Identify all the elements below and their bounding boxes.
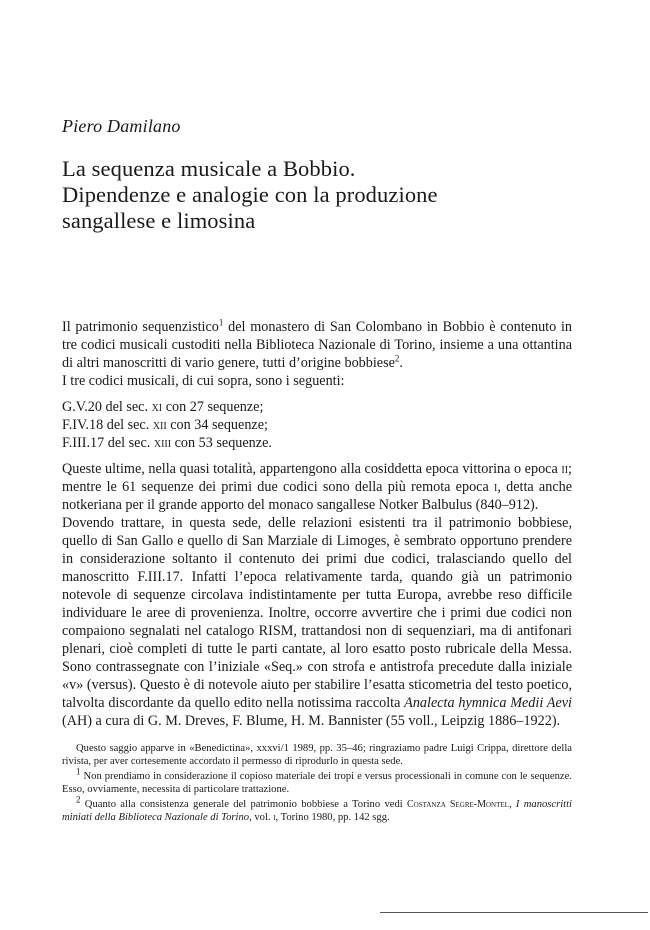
article-title bbox=[62, 156, 602, 234]
codex-item bbox=[62, 398, 572, 416]
footnote-text: , Torino 1980, pp. 142 sgg. bbox=[275, 812, 390, 823]
codex-century: xi bbox=[151, 399, 163, 415]
codex-count: con 27 sequenze; bbox=[162, 399, 264, 415]
cited-author: Costanza Segre-Montel bbox=[407, 799, 509, 810]
body-paragraph bbox=[62, 460, 572, 514]
codex-count: con 53 sequenze. bbox=[171, 435, 272, 451]
bottom-rule bbox=[380, 912, 648, 913]
title-line: sangallese e limosina bbox=[62, 208, 256, 233]
body-text: Queste ultime, nella quasi totalità, appartengono alla cosiddetta epoca vittorina o epoca bbox=[62, 461, 562, 477]
author-name: Piero Damilano bbox=[62, 116, 181, 136]
cited-work-title: Analecta hymnica Medii Aevi bbox=[404, 695, 573, 711]
codex-item bbox=[62, 434, 572, 452]
cited-work-title: I manoscritti miniati della Biblioteca Nazionale di Torino bbox=[62, 799, 573, 823]
codex-century: xii bbox=[152, 417, 167, 433]
codex-shelfmark: F.IV.18 del sec. bbox=[62, 417, 153, 433]
body-text: , detta anche notkeriana per il grande apporto del monaco sangallese Notker Balbulus (840–912). bbox=[62, 479, 573, 513]
footnote-text: , vol. bbox=[249, 812, 274, 823]
footnote-mark: 2 bbox=[76, 794, 81, 805]
epoch-numeral: i bbox=[494, 479, 498, 495]
footnotes bbox=[62, 742, 572, 826]
epoch-numeral: ii bbox=[561, 461, 569, 477]
intro-text: del monastero di San Colombano in Bobbio è contenuto in tre codici musicali custoditi nella Biblioteca Nazionale di Torino, insieme a una ottantina di altri manoscritti di vario genere, tutti d’origine bobbiese bbox=[62, 319, 572, 371]
codex-century: xiii bbox=[153, 435, 172, 451]
footnote-text: , bbox=[508, 799, 516, 810]
body-paragraph bbox=[62, 514, 572, 730]
footnote-2 bbox=[62, 794, 573, 824]
intro-text: I tre codici musicali, di cui sopra, sono i seguenti: bbox=[62, 373, 345, 389]
title-line: Dipendenze e analogie con la produzione bbox=[62, 182, 438, 207]
footnote-unnumbered bbox=[62, 742, 572, 768]
footnote-text: Quanto alla consistenza generale del patrimonio bobbiese a Torino vedi bbox=[80, 799, 407, 810]
footnote-ref-2: 2 bbox=[394, 353, 400, 364]
intro-paragraph bbox=[62, 318, 572, 390]
body-text: ; mentre le 61 sequenze dei primi due codici sono della più remota epoca bbox=[62, 461, 572, 495]
body-text: Dovendo trattare, in questa sede, delle relazioni esistenti tra il patrimonio bobbiese, quello di San Gallo e quello di San Marziale di Limoges, è sembrato opportuno prendere in considerazione soltanto il contenuto dei primi due codici, tralasciando quello del manoscritto F.III.17. Infatti l’epoca relativamente tarda, quando già un patrimonio notevole di sequenze circolava indistintamente per tutta Europa, avrebbe reso difficile individuare le aree di provenienza. Inoltre, occorre avvertire che i primi due codici non compaiono segnalati nel catalogo RISM, trattandosi non di sequenziari, ma di antifonari plenari, cioè completi di tutte le parti cantate, al loro esatto posto rubricale della Messa. Sono contrassegnate con l’iniziale «Seq.» con strofa e antistrofa precedute dalla iniziale «v» (versus). Questo è di notevole aiuto per stabilire l’esatta sticometria del testo poetico, talvolta discordante da quello edito nella notissima raccolta bbox=[62, 515, 572, 711]
codices-list bbox=[62, 398, 572, 452]
volume-numeral: i bbox=[273, 812, 276, 823]
codex-shelfmark: F.III.17 del sec. bbox=[62, 435, 154, 451]
codex-shelfmark: G.V.20 del sec. bbox=[62, 399, 152, 415]
footnote-mark: 1 bbox=[76, 766, 81, 777]
codex-item bbox=[62, 416, 572, 434]
intro-text: . bbox=[399, 355, 403, 371]
codex-count: con 34 sequenze; bbox=[166, 417, 268, 433]
footnote-text: Questo saggio apparve in «Benedictina», xxxvi/1 1989, pp. 35–46; ringraziamo padre Luigi Crippa, direttore della rivista, per aver cortesemente accordato il permesso di riprodurlo in questa sede. bbox=[62, 743, 572, 767]
body-text: (AH) a cura di G. M. Dreves, F. Blume, H. M. Bannister (55 voll., Leipzig 1886–1922). bbox=[62, 713, 561, 729]
main-body bbox=[62, 460, 572, 730]
footnote-text: Non prendiamo in considerazione il copioso materiale dei tropi e versus processionali in comune con le sequenze. Esso, ovviamente, necessita di particolare trattazione. bbox=[62, 771, 572, 795]
footnote-1 bbox=[62, 766, 572, 796]
title-line: La sequenza musicale a Bobbio. bbox=[62, 156, 356, 181]
footnote-ref-1: 1 bbox=[218, 317, 224, 328]
intro-text: Il patrimonio sequenzistico bbox=[62, 319, 219, 335]
